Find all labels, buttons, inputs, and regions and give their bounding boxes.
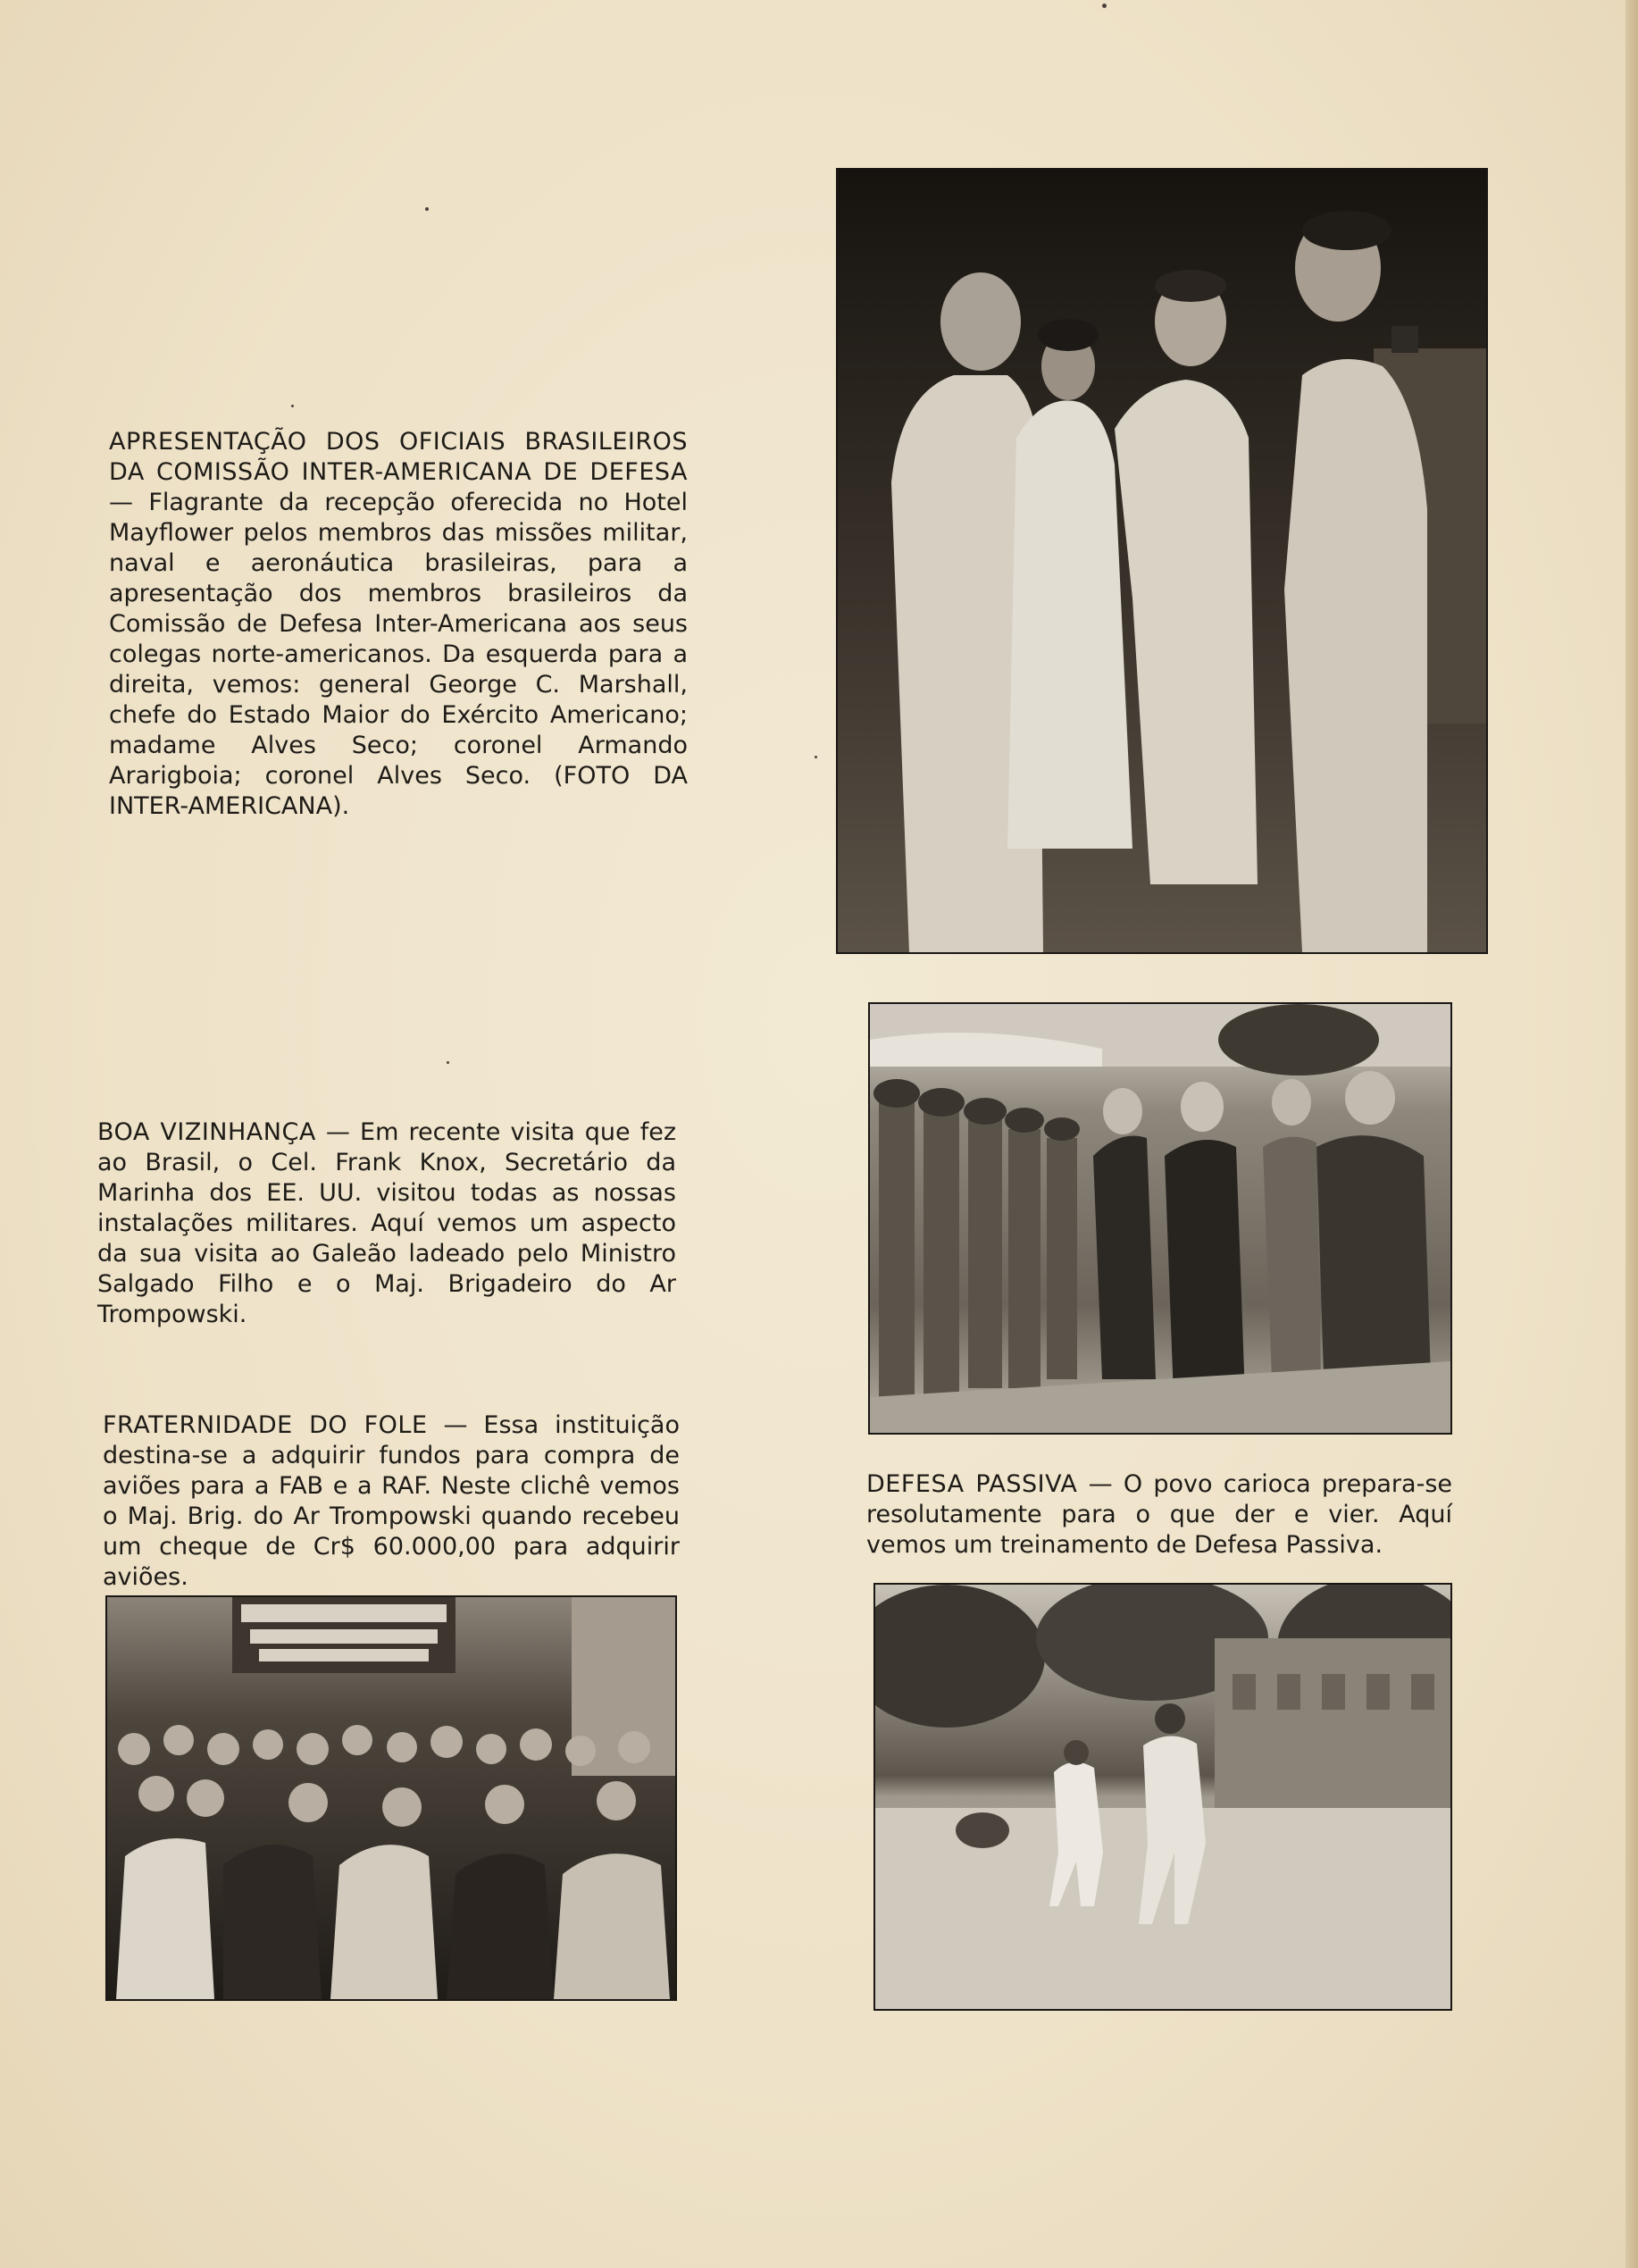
paper-speck	[815, 756, 817, 758]
caption-apresentacao-title: APRESENTAÇÃO DOS OFICIAIS BRASILEIROS DA COMISSÃO INTER-AMERICANA DE DEFESA	[109, 428, 688, 486]
photo-defesa-passiva	[875, 1585, 1450, 2009]
caption-defesa-passiva-text: — O povo carioca prepara-se resolutamente para o que der e vier. Aquí vemos um treinamento de Defesa Passiva.	[866, 1470, 1452, 1559]
photo-knox-visit	[870, 1004, 1450, 1433]
caption-boa-vizinhanca	[97, 1117, 676, 1330]
photo-reception	[838, 170, 1486, 952]
caption-fraternidade	[103, 1410, 680, 1593]
paper-speck	[447, 1061, 449, 1064]
caption-boa-vizinhanca-title: BOA VIZINHANÇA	[97, 1118, 316, 1146]
paper-speck	[425, 207, 429, 211]
paper-speck	[1102, 4, 1107, 8]
caption-apresentacao	[109, 427, 688, 822]
caption-fraternidade-title: FRATERNIDADE DO FOLE	[103, 1411, 428, 1439]
caption-apresentacao-text: — Flagrante da recepção oferecida no Hotel Mayflower pelos membros das missões militar, naval e aeronáutica brasileiras, para a apresentação dos membros brasileiros da Comissão de Defesa Inter-Americana aos seus colegas norte-americanos. Da esquerda para a direita, vemos: general George C. Marshall, chefe do Estado Maior do Exército Americano; madame Alves Seco; coronel Armando Ararigboia; coronel Alves Seco. (FOTO DA INTER-AMERICANA).	[109, 489, 688, 820]
photo-fraternidade	[107, 1597, 675, 1999]
paper-speck	[291, 405, 294, 407]
caption-defesa-passiva-title: DEFESA PASSIVA	[866, 1470, 1078, 1498]
caption-defesa-passiva	[866, 1469, 1452, 1561]
caption-boa-vizinhanca-text: — Em recente visita que fez ao Brasil, o Cel. Frank Knox, Secretário da Marinha dos EE. UU. visitou todas as nossas instalações militares. Aquí vemos um aspecto da sua visita ao Galeão ladeado pelo Ministro Salgado Filho e o Maj. Brigadeiro do Ar Trompowski.	[97, 1118, 677, 1328]
page-edge	[1625, 0, 1638, 2268]
caption-fraternidade-text: — Essa instituição destina-se a adquirir fundos para compra de aviões para a FAB e a RAF. Neste clichê vemos o Maj. Brig. do Ar Trompowski quando recebeu um cheque de Cr$ 60.000,00 para adquirir aviões.	[103, 1411, 680, 1591]
